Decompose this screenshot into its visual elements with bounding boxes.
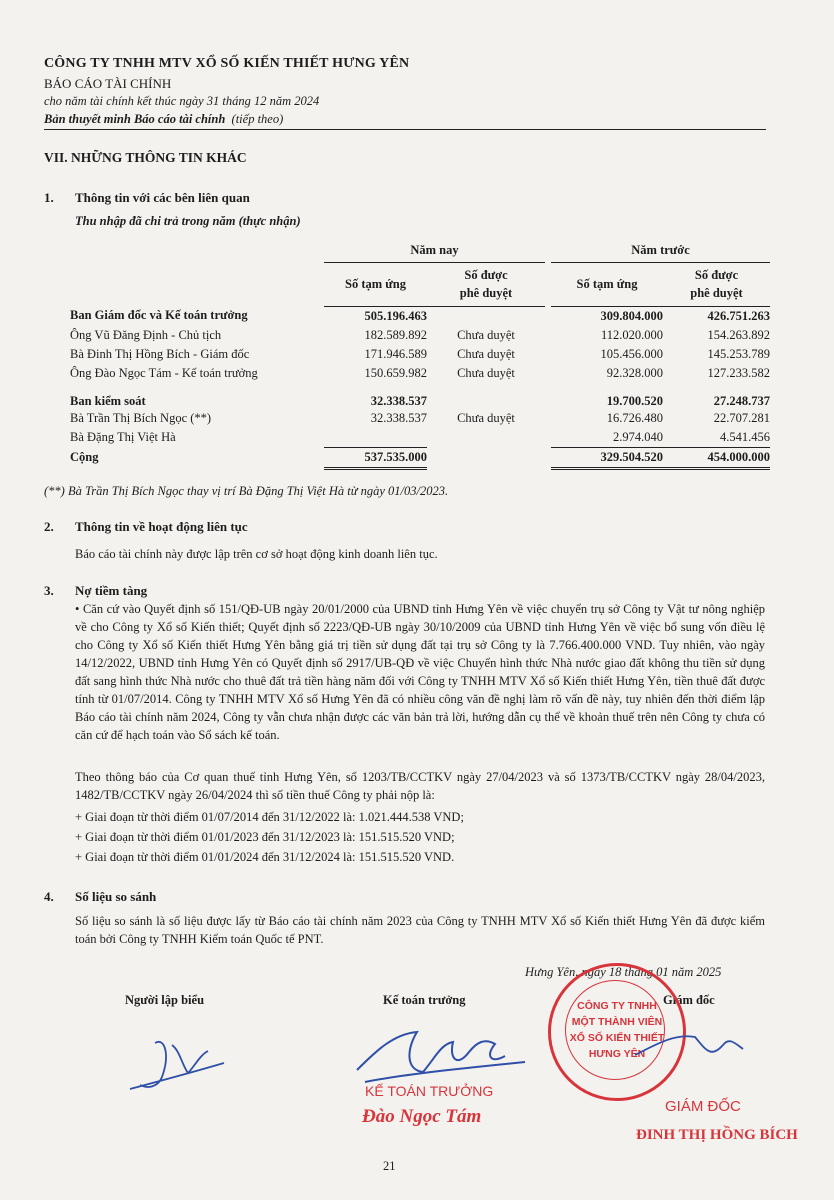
preparer-signature: [120, 1015, 230, 1095]
chief-accountant-title: Kế toán trưởng: [383, 993, 466, 1007]
row-approved-prev: 145.253.789: [707, 346, 770, 361]
s4-number: 4.: [44, 889, 54, 904]
row-name: Bà Trần Thị Bích Ngọc (**): [70, 410, 212, 425]
seal-line-1: CÔNG TY TNHH: [577, 1000, 657, 1012]
s1-footnote: (**) Bà Trần Thị Bích Ngọc thay vị trí Bà Đặng Thị Việt Hà từ ngày 01/03/2023.: [44, 484, 449, 498]
table-row: [70, 306, 770, 326]
row-advance-prev: 16.726.480: [606, 410, 663, 425]
row-advance-prev: 112.020.000: [600, 327, 663, 342]
company-name: CÔNG TY TNHH MTV XỔ SỐ KIẾN THIẾT HƯNG YÊN: [44, 56, 410, 71]
header-rule: [44, 129, 766, 130]
s1-title: Thông tin với các bên liên quan: [75, 190, 250, 205]
page-number: 21: [383, 1159, 396, 1173]
row-approved-prev: 426.751.263: [663, 306, 770, 326]
seal-line-2: MỘT THÀNH VIÊN: [571, 1016, 663, 1028]
s3-number: 3.: [44, 583, 54, 598]
director-signature: [625, 1015, 755, 1075]
row-name: Bà Đinh Thị Hồng Bích - Giám đốc: [70, 346, 250, 361]
table-row: [70, 428, 770, 448]
row-name: Cộng: [70, 450, 99, 464]
director-name: ĐINH THỊ HỒNG BÍCH: [636, 1127, 798, 1143]
row-status: [427, 383, 545, 409]
s4-title: Số liệu so sánh: [75, 889, 157, 904]
table-row: [70, 409, 770, 428]
s4-text: Số liệu so sánh là số liệu được lấy từ Báo cáo tài chính năm 2023 của Công ty TNHH MTV Xổ số Kiến thiết Hưng Yên đã được kiểm toán bởi Công ty TNHH Kiểm toán Quốc tế PNT.: [75, 914, 765, 946]
col-this-year: Năm nay: [324, 240, 545, 262]
report-period: cho năm tài chính kết thúc ngày 31 tháng 12 năm 2024: [44, 94, 320, 108]
row-advance-this: 32.338.537: [370, 410, 427, 425]
s3-paragraph-2: Theo thông báo của Cơ quan thuế tỉnh Hưng Yên, số 1203/TB/CCTKV ngày 27/04/2023 và số 1373/TB/CCTKV ngày 28/04/2023, 1482/TB/CCTKV ngày 26/04/2024 thì số tiền thuế Công ty phải nộp là:: [75, 770, 765, 802]
row-advance-prev: 329.504.520: [551, 447, 663, 468]
row-approved-prev: 154.263.892: [707, 327, 770, 342]
row-advance-prev: 105.456.000: [600, 346, 663, 361]
s1-number: 1.: [44, 190, 54, 205]
row-name: Ban kiểm soát: [70, 393, 146, 408]
col-approved-prev: Số được phê duyệt: [663, 262, 770, 306]
row-advance-prev: 92.328.000: [606, 365, 663, 380]
col-advance-prev: Số tạm ứng: [551, 262, 663, 306]
director-stamp: GIÁM ĐỐC: [665, 1098, 741, 1115]
table-row: [70, 345, 770, 364]
seal-line-4: HƯNG YÊN: [588, 1048, 646, 1060]
row-advance-this: 171.946.589: [364, 346, 427, 361]
chief-accountant-stamp: KẾ TOÁN TRƯỞNG: [365, 1083, 494, 1099]
row-approved-prev: 4.541.456: [663, 428, 770, 448]
s3-item-2: + Giai đoạn từ thời điểm 01/01/2023 đến 31/12/2023 là: 151.515.520 VND;: [75, 830, 455, 844]
row-advance-this: 182.589.892: [364, 327, 427, 342]
row-approved-prev: 27.248.737: [713, 393, 770, 408]
seal-line-3: XỔ SỐ KIẾN THIẾT: [569, 1032, 665, 1044]
row-advance-prev: 19.700.520: [606, 393, 663, 408]
row-name: Ban Giám đốc và Kế toán trưởng: [70, 308, 248, 323]
table-row: [70, 364, 770, 383]
s2-title: Thông tin về hoạt động liên tục: [75, 519, 248, 534]
row-status: Chưa duyệt: [457, 346, 515, 361]
row-advance-this: 150.659.982: [364, 365, 427, 380]
signature-date: Hưng Yên, ngày 18 tháng 01 năm 2025: [525, 965, 722, 979]
preparer-title: Người lập biểu: [125, 993, 205, 1007]
related-party-table: [70, 240, 770, 470]
row-advance-this: 32.338.537: [370, 393, 427, 408]
notes-continued: (tiếp theo): [231, 112, 284, 126]
row-advance-prev: 309.804.000: [551, 306, 663, 326]
s3-item-1: + Giai đoạn từ thời điểm 01/07/2014 đến 31/12/2022 là: 1.021.444.538 VND;: [75, 810, 464, 824]
row-name: Ông Vũ Đăng Định - Chủ tịch: [70, 327, 222, 342]
row-advance-this: 505.196.463: [324, 306, 427, 326]
s1-subtitle: Thu nhập đã chi trả trong năm (thực nhận): [75, 214, 301, 228]
chief-accountant-name: Đào Ngọc Tám: [362, 1106, 482, 1127]
col-advance-this: Số tạm ứng: [324, 262, 427, 306]
chief-accountant-signature: [345, 1012, 535, 1092]
notes-title-text: Bản thuyết minh Báo cáo tài chính: [44, 112, 226, 126]
s2-text: Báo cáo tài chính này được lập trên cơ sở hoạt động kinh doanh liên tục.: [75, 547, 438, 561]
notes-title: [44, 112, 283, 127]
row-advance-this: 537.535.000: [324, 447, 427, 468]
col-prev-year: Năm trước: [551, 240, 770, 262]
s3-title: Nợ tiềm tàng: [75, 583, 148, 598]
row-advance-this: [324, 428, 427, 448]
table-row: [70, 383, 770, 409]
row-status: Chưa duyệt: [457, 410, 515, 425]
row-approved-prev: 454.000.000: [663, 447, 770, 468]
row-name: Bà Đặng Thị Việt Hà: [70, 429, 176, 444]
table-total-row: [70, 447, 770, 468]
col-approved-this: Số được phê duyệt: [427, 262, 545, 306]
row-approved-prev: 22.707.281: [713, 410, 770, 425]
row-approved-prev: 127.233.582: [707, 365, 770, 380]
row-status: Chưa duyệt: [457, 365, 515, 380]
row-status: [427, 447, 545, 468]
s2-number: 2.: [44, 519, 54, 534]
row-status: [427, 306, 545, 326]
row-status: Chưa duyệt: [457, 327, 515, 342]
row-advance-prev: 2.974.040: [551, 428, 663, 448]
s3-item-3: + Giai đoạn từ thời điểm 01/01/2024 đến 31/12/2024 là: 151.515.520 VND.: [75, 850, 455, 864]
row-name: Ông Đào Ngọc Tám - Kế toán trưởng: [70, 365, 258, 380]
report-title: BÁO CÁO TÀI CHÍNH: [44, 76, 172, 91]
director-title: Giám đốc: [663, 993, 715, 1007]
s3-paragraph-1: • Căn cứ vào Quyết định số 151/QĐ-UB ngày 20/01/2000 của UBND tỉnh Hưng Yên về việc chuyển trụ sở Công ty Vật tư nông nghiệp về cho Công ty Xổ số Kiến thiết; Quyết định số 2223/QĐ-UB ngày 30/10/2009 của UBND tỉnh Hưng Yên về việc bổ sung vốn điều lệ cho Công ty Xổ số Kiến thiết Hưng Yên bằng giá trị tiền sử dụng đất tại trụ sở Công ty là 7.766.400.000 VND. Tuy nhiên, vào ngày 14/12/2022, UBND tỉnh Hưng Yên có Quyết định số 2917/UB-QĐ về việc Chuyển hình thức Nhà nước giao đất không thu tiền sử dụng đất sang hình thức Nhà nước cho thuê đất trả tiền hàng năm đối với Công ty TNHH MTV Xổ số Kiến thiết Hưng Yên, tiền thuê đất được tính từ 01/07/2014. Công ty TNHH MTV Xổ số Hưng Yên đã có nhiều công văn đề nghị làm rõ vấn đề này, tuy nhiên đến thời điểm lập Báo cáo tài chính năm 2024, Công ty vẫn chưa nhận được các văn bản trả lời, hướng dẫn cụ thể về khoản thuế trên nên Công ty chưa có căn cứ để hạch toán vào Sổ sách kế toán.: [75, 602, 765, 742]
section-title: VII. NHỮNG THÔNG TIN KHÁC: [44, 150, 247, 165]
table-row: [70, 326, 770, 345]
row-status: [427, 428, 545, 448]
